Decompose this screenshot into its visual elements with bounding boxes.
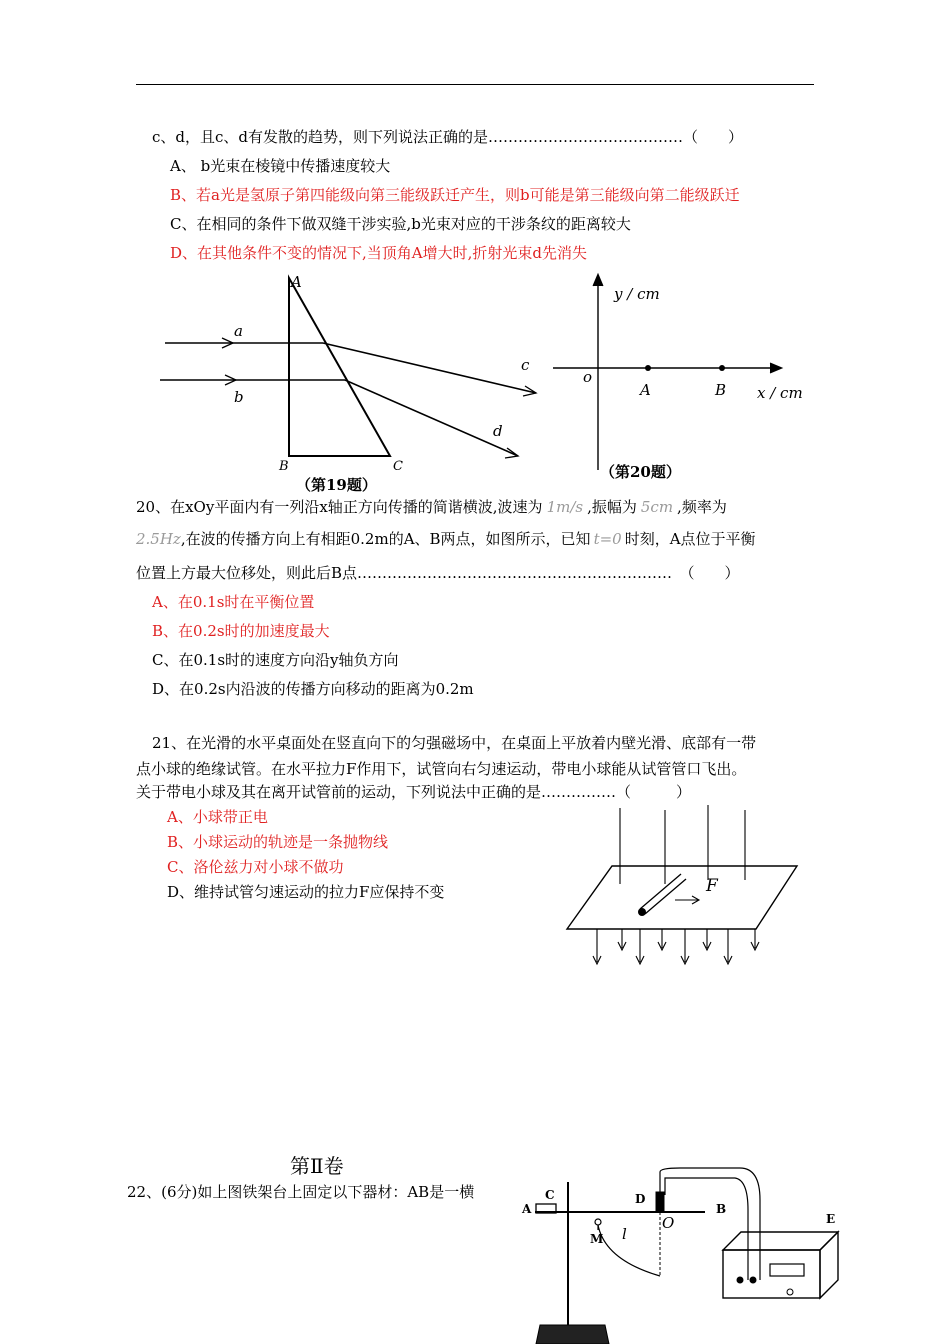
- q22-label-C: C: [545, 1188, 555, 1202]
- prism-triangle: [289, 278, 390, 456]
- q22-label-M: M: [590, 1232, 604, 1246]
- ray-d-out: [345, 380, 518, 456]
- q22-label-A: A: [522, 1202, 532, 1216]
- q19-option-a: A、 b光束在棱镜中传播速度较大: [170, 157, 391, 175]
- q22-label-D: D: [635, 1192, 646, 1206]
- q19-stem: c、d，且c、d有发散的趋势，则下列说法正确的是…………………………………（ ）: [152, 128, 744, 146]
- q19-label-C: C: [393, 459, 403, 474]
- q21-option-a: A、小球带正电: [167, 808, 268, 826]
- q21-F-label: F: [706, 876, 718, 896]
- q20-option-a: A、在0.1s时在平衡位置: [152, 593, 315, 611]
- part2-title: 第Ⅱ卷: [290, 1154, 344, 1178]
- q21-line3: 关于带电小球及其在离开试管前的运动，下列说法中正确的是……………（ ）: [136, 783, 692, 801]
- q19-option-b: B、若a光是氢原子第四能级向第三能级跃迁产生，则b可能是第三能级向第二能级跃迁: [170, 186, 740, 204]
- q19-label-d: d: [493, 422, 503, 440]
- q20-x-arrow: [770, 363, 782, 373]
- q21-table-plane: [567, 866, 797, 929]
- q20-B-label: B: [715, 381, 727, 399]
- q22-apparatus: [535, 1168, 838, 1344]
- q20-point-a: [645, 365, 651, 371]
- q20-line2: 2.5Hz,在波的传播方向上有相距0.2m的A、B两点，如图所示，已知 t=0 时刻，A点位于平衡: [136, 530, 756, 548]
- q20-option-b: B、在0.2s时的加速度最大: [152, 622, 330, 640]
- q21-option-c: C、洛伦兹力对小球不做功: [167, 858, 344, 876]
- q21-option-b: B、小球运动的轨迹是一条抛物线: [167, 833, 389, 851]
- q19-option-c: C、在相同的条件下做双缝干涉实验,b光束对应的干涉条纹的距离较大: [170, 215, 631, 233]
- q22-label-E: E: [826, 1212, 836, 1226]
- q21-field-lines: [593, 805, 759, 964]
- q20-point-b: [719, 365, 725, 371]
- q20-y-label: y / cm: [614, 285, 660, 303]
- q22-label-O: O: [662, 1214, 675, 1232]
- q19-label-a: a: [234, 322, 243, 340]
- q22-label-B: B: [716, 1202, 727, 1216]
- q20-line1: 20、在xOy平面内有一列沿x轴正方向传播的简谐横波,波速为 1m/s ,振幅为 5cm ,频率为: [136, 498, 727, 516]
- q20-option-c: C、在0.1s时的速度方向沿y轴负方向: [152, 651, 399, 669]
- q21-line2: 点小球的绝缘试管。在水平拉力F作用下，试管向右匀速运动，带电小球能从试管管口飞出。: [136, 760, 747, 778]
- q19-option-d: D、在其他条件不变的情况下,当顶角A增大时,折射光束d先消失: [170, 244, 587, 262]
- q20-option-d: D、在0.2s内沿波的传播方向移动的距离为0.2m: [152, 680, 474, 698]
- q22-label-l: l: [622, 1225, 627, 1243]
- q21-test-tube: [638, 874, 686, 916]
- q20-y-arrow: [593, 274, 603, 286]
- q21-option-d: D、维持试管匀速运动的拉力F应保持不变: [167, 883, 445, 901]
- q20-origin-label: o: [583, 368, 593, 386]
- q19-label-B: B: [279, 459, 289, 474]
- q20-A-label: A: [640, 381, 651, 399]
- q20-caption: （第20题）: [600, 463, 681, 481]
- ray-c-out: [323, 343, 536, 393]
- q21-line1: 21、在光滑的水平桌面处在竖直向下的匀强磁场中，在桌面上平放着内壁光滑、底部有一带: [152, 734, 757, 752]
- q19-label-A: A: [291, 273, 302, 291]
- q20-x-label: x / cm: [757, 384, 803, 402]
- q19-label-b: b: [234, 388, 244, 406]
- q22-line1: 22、(6分)如上图铁架台上固定以下器材：AB是一横: [127, 1183, 475, 1201]
- q20-line3: 位置上方最大位移处，则此后B点……………………………………………………… （ ）: [136, 564, 740, 582]
- q19-label-c: c: [521, 356, 530, 374]
- q19-caption: （第19题）: [296, 476, 377, 494]
